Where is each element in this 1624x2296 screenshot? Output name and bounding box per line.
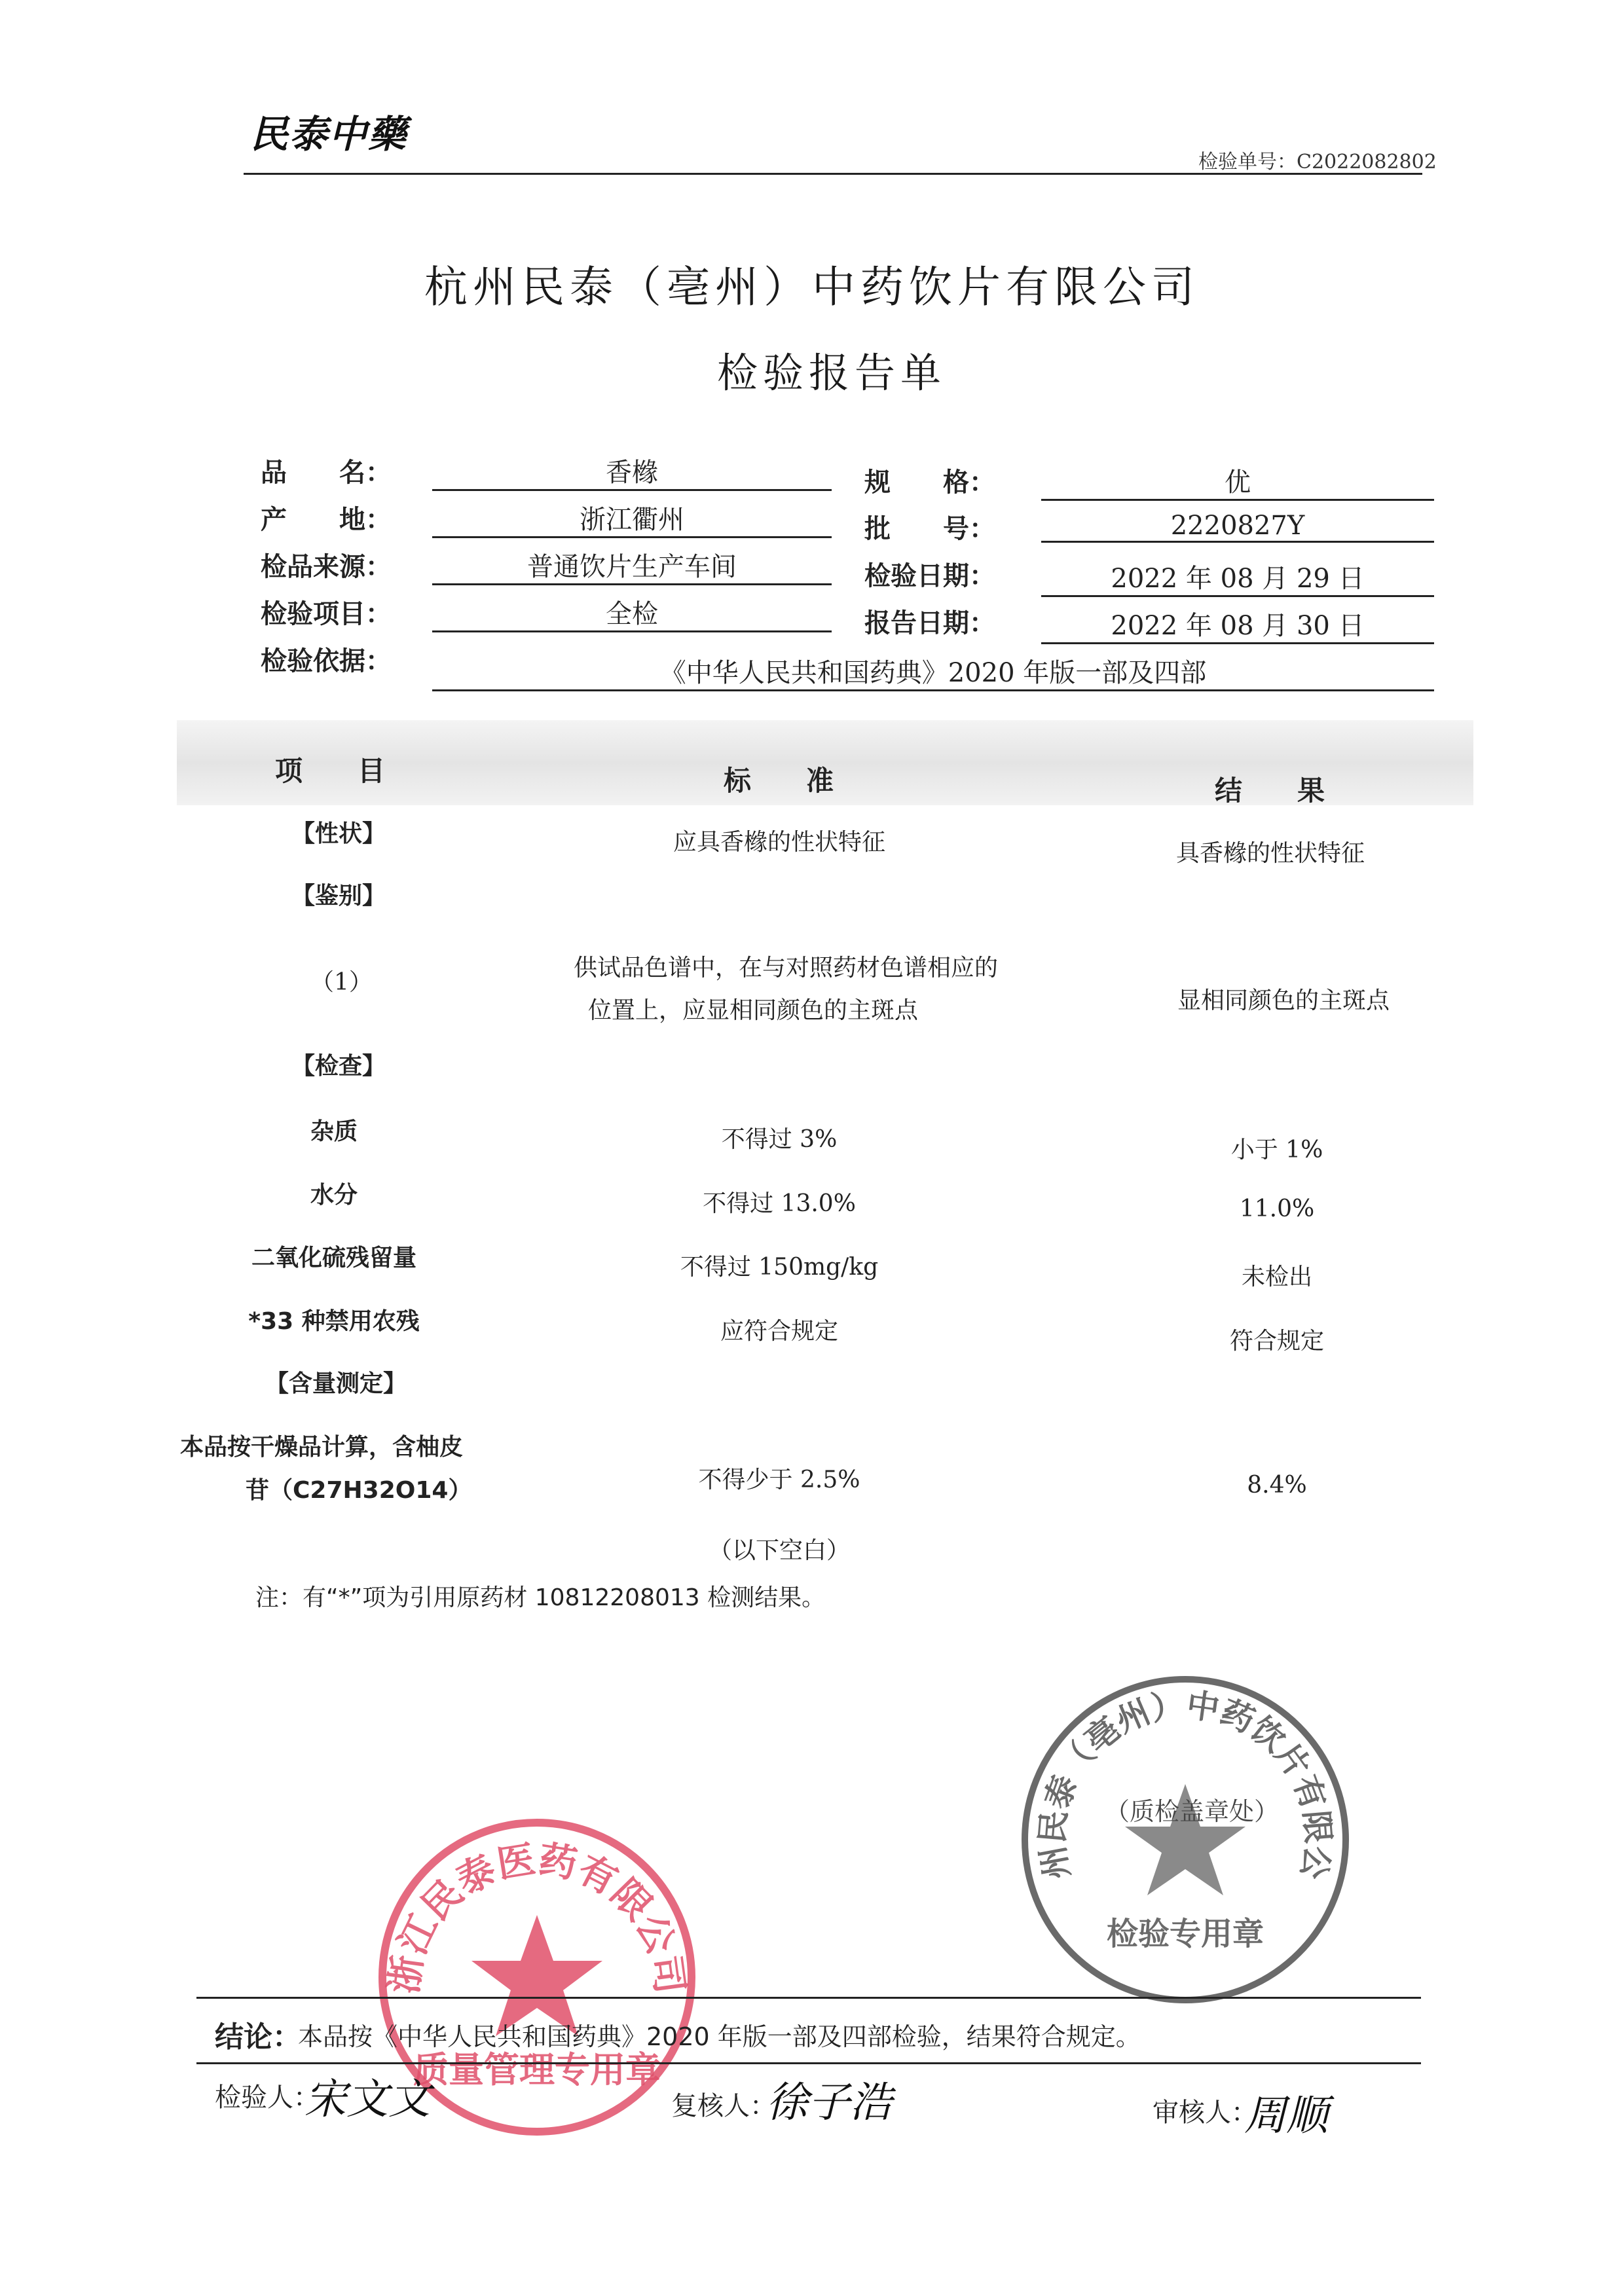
inspector-signature: 宋文文 xyxy=(304,2075,430,2124)
character-result: 具香橼的性状特征 xyxy=(1175,840,1365,867)
assay-standard: 不得少于 2.5% xyxy=(698,1467,860,1493)
source-label: 检品来源： xyxy=(261,552,392,582)
table-row: 符合规定 xyxy=(1229,1328,1324,1355)
item-label: 检验项目： xyxy=(261,599,392,629)
assay-result: 8.4% xyxy=(1247,1472,1307,1499)
qc-stamp-bottom-text: 检验专用章 xyxy=(1106,1916,1264,1952)
table-row: 二氧化硫残留量 xyxy=(251,1245,416,1271)
inspector-label: 检验人： xyxy=(215,2083,320,2113)
test-date-value: 2022 年 08 月 29 日 xyxy=(1041,558,1434,597)
approver-signature: 周顺 xyxy=(1244,2092,1328,2140)
section-identification: 【鉴别】 xyxy=(291,883,386,909)
assay-item-line1: 本品按干燥品计算，含柚皮 xyxy=(180,1434,464,1461)
qc-stamp xyxy=(1015,1669,1356,2010)
quality-stamp-ring-text: 浙江民泰医药有限公司 xyxy=(381,1836,693,1997)
batch-value: 2220827Y xyxy=(1041,511,1434,543)
assay-item-line2: 苷（C27H32O14） xyxy=(246,1477,472,1504)
ident-standard-line1: 供试品色谱中，在与对照药材色谱相应的 xyxy=(573,955,998,981)
table-row: *33 种禁用农残 xyxy=(248,1308,420,1335)
product-value: 香橼 xyxy=(432,452,832,491)
quality-stamp-bottom-text: 质量管理专用章 xyxy=(413,2049,661,2090)
document-title: 检验报告单 xyxy=(716,349,946,397)
table-row: 杂质 xyxy=(310,1118,358,1145)
company-name: 杭州民泰（亳州）中药饮片有限公司 xyxy=(424,262,1200,312)
origin-label: 产 地： xyxy=(261,505,392,535)
report-number: 检验单号：C2022082802 xyxy=(1198,151,1437,173)
table-row: 水分 xyxy=(310,1182,358,1209)
basis-label: 检验依据： xyxy=(261,646,392,676)
section-check: 【检查】 xyxy=(291,1053,386,1080)
basis-value: 《中华人民共和国药典》2020 年版一部及四部 xyxy=(432,652,1434,691)
header-divider xyxy=(244,173,1422,175)
conclusion-top-rule xyxy=(196,1997,1421,1999)
test-date-label: 检验日期： xyxy=(864,561,995,591)
batch-label: 批 号： xyxy=(864,514,995,544)
column-header-item: 项 目 xyxy=(275,755,386,787)
table-row: 未检出 xyxy=(1241,1264,1312,1290)
character-standard: 应具香橼的性状特征 xyxy=(673,829,885,856)
table-row: 不得过 150mg/kg xyxy=(680,1254,879,1281)
qc-stamp-center-text: （质检盖章处） xyxy=(1104,1797,1280,1826)
product-label: 品 名： xyxy=(261,458,392,488)
item-value: 全检 xyxy=(432,593,832,632)
source-value: 普通饮片生产车间 xyxy=(432,546,832,585)
column-header-result: 结 果 xyxy=(1215,774,1325,807)
report-date-label: 报告日期： xyxy=(864,608,995,638)
approver-label: 审核人： xyxy=(1153,2098,1257,2128)
column-header-standard: 标 准 xyxy=(724,765,834,797)
reviewer-signature: 徐子浩 xyxy=(766,2079,892,2127)
ident-item: （1） xyxy=(310,969,373,996)
section-assay: 【含量测定】 xyxy=(265,1370,407,1397)
table-row: 小于 1% xyxy=(1230,1137,1323,1163)
company-logo: 民泰中藥 xyxy=(250,112,408,156)
section-character: 【性状】 xyxy=(291,820,386,847)
table-row: 不得过 13.0% xyxy=(703,1190,856,1217)
reviewer-label: 复核人： xyxy=(671,2091,776,2121)
ident-standard-line2: 位置上，应显相同颜色的主斑点 xyxy=(587,997,918,1024)
conclusion-bottom-rule xyxy=(196,2062,1421,2064)
footnote: 注：有“*”项为引用原药材 10812208013 检测结果。 xyxy=(255,1584,826,1611)
report-date-value: 2022 年 08 月 30 日 xyxy=(1041,605,1434,644)
spec-label: 规 格： xyxy=(864,467,995,498)
conclusion-text: 本品按《中华人民共和国药典》2020 年版一部及四部检验，结果符合规定。 xyxy=(298,2022,1141,2051)
table-row: 应符合规定 xyxy=(720,1318,838,1345)
blank-note: （以下空白） xyxy=(708,1537,850,1564)
conclusion-label: 结论： xyxy=(215,2020,301,2054)
qc-stamp-ring-text: 州民泰（亳州）中药饮片有限公 xyxy=(1033,1686,1338,1882)
table-row: 11.0% xyxy=(1239,1195,1315,1222)
spec-value: 优 xyxy=(1041,462,1434,501)
table-row: 不得过 3% xyxy=(721,1126,838,1153)
qc-stamp-graphic xyxy=(1015,1669,1356,2010)
ident-result: 显相同颜色的主斑点 xyxy=(1177,987,1390,1014)
origin-value: 浙江衢州 xyxy=(432,499,832,538)
